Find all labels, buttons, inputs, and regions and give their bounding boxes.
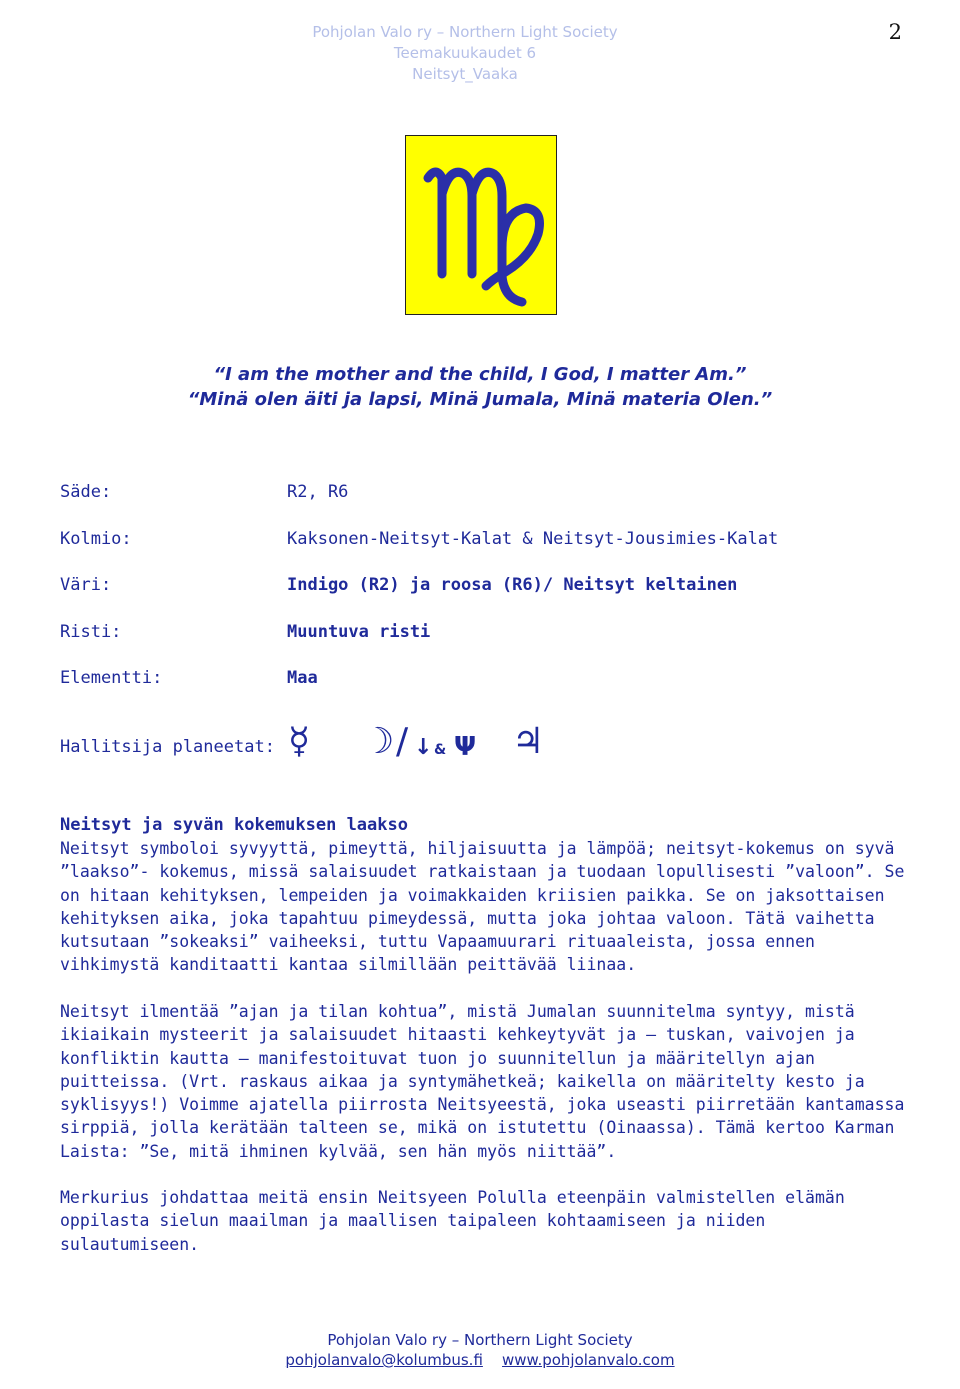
quote-finnish: “Minä olen äiti ja lapsi, Minä Jumala, Minä materia Olen.”	[187, 389, 773, 410]
attribute-label-triangle: Kolmio:	[60, 529, 132, 549]
header-organization: Pohjolan Valo ry – Northern Light Society	[312, 23, 618, 41]
paragraph-2: Neitsyt ilmentää ”ajan ja tilan kohtua”, mistä Jumalan suunnitelma syntyy, mistä ikiaikain mysteerit ja salaisuudet hitaasti kehkeytyvät ja – tuskan, vaivojen ja konfliktin kautta – manifestoituvat tuon jo suunnitellun ja määritellyn ajan puitteissa. (Vrt. raskaus aikaa ja syntymähetkeä; kaikella on määritelty kesto ja syklisyys!) Voimme ajatella piirrosta Neitsyeestä, joka useasti piirretään kantamassa sirppiä, jolla kerätään talteen se, mikä on istutettu (Oinaassa). Tämä kertoo Karman Laista: ”Se, mitä ihminen kylvää, sen hän myös niittää”.	[60, 1002, 905, 1161]
ruling-planets-label: Hallitsija planeetat:	[60, 737, 275, 757]
page-number: 2	[888, 20, 902, 44]
slash-separator: /	[396, 721, 409, 762]
attribute-label-ray: Säde:	[60, 482, 112, 502]
attribute-label-element: Elementti:	[60, 668, 163, 688]
header-series: Teemakuukaudet 6	[393, 44, 537, 62]
attribute-label-cross: Risti:	[60, 622, 122, 642]
attribute-value-element: Maa	[287, 668, 318, 688]
neptune-icon: Ψ	[454, 732, 477, 762]
moon-icon: ☽	[362, 721, 395, 762]
virgo-symbol-box	[405, 135, 557, 315]
attribute-value-triangle: Kaksonen-Neitsyt-Kalat & Neitsyt-Jousimies-Kalat	[287, 529, 779, 549]
attribute-value-color: Indigo (R2) ja roosa (R6)/ Neitsyt keltainen	[287, 575, 738, 595]
virgo-icon	[406, 136, 556, 314]
page-header	[0, 22, 930, 85]
footer-email-link[interactable]: pohjolanvalo@kolumbus.fi	[285, 1351, 483, 1369]
paragraph-1: Neitsyt symboloi syvyyttä, pimeyttä, hiljaisuutta ja lämpöä; neitsyt-kokemus on syvä ”laakso”- kokemus, missä salaisuudet ratkaistaan ja tuodaan lopullisesti ”valoon”. Se on hitaan kehityksen, lempeiden ja voimakkaiden kriisien paikka. Se on jaksottaisen kehityksen aika, joka tapahtuu pimeydessä, mutta joka johtaa valoon. Tätä vaihetta kutsutaan ”sokeaksi” vaiheeksi, tuttu Vapaamuurari rituaaleista, jossa ennen vihkimystä kanditaatti kantaa silmillään peittävää liinaa.	[60, 839, 905, 975]
footer-website-link[interactable]: www.pohjolanvalo.com	[502, 1351, 675, 1369]
jupiter-icon: ♃	[512, 721, 545, 762]
ampersand: &	[434, 742, 447, 758]
attribute-value-cross: Muuntuva risti	[287, 622, 431, 642]
paragraph-3: Merkurius johdattaa meitä ensin Neitsyeen Polulla eteenpäin valmistellen elämän oppilasta sielun maailman ja maallisen taipaleen kohtaamiseen ja niiden sulautumiseen.	[60, 1188, 845, 1254]
attribute-label-color: Väri:	[60, 575, 112, 595]
mercury-icon: ☿	[288, 721, 311, 762]
section-title: Neitsyt ja syvän kokemuksen laakso	[60, 815, 408, 835]
attribute-value-ray: R2, R6	[287, 482, 349, 502]
footer-links	[0, 1351, 960, 1369]
quote-english: “I am the mother and the child, I God, I matter Am.”	[213, 364, 747, 385]
header-topic: Neitsyt_Vaaka	[412, 65, 518, 83]
footer-organization: Pohjolan Valo ry – Northern Light Society	[327, 1331, 633, 1349]
vulcan-icon: ↓	[414, 735, 433, 760]
